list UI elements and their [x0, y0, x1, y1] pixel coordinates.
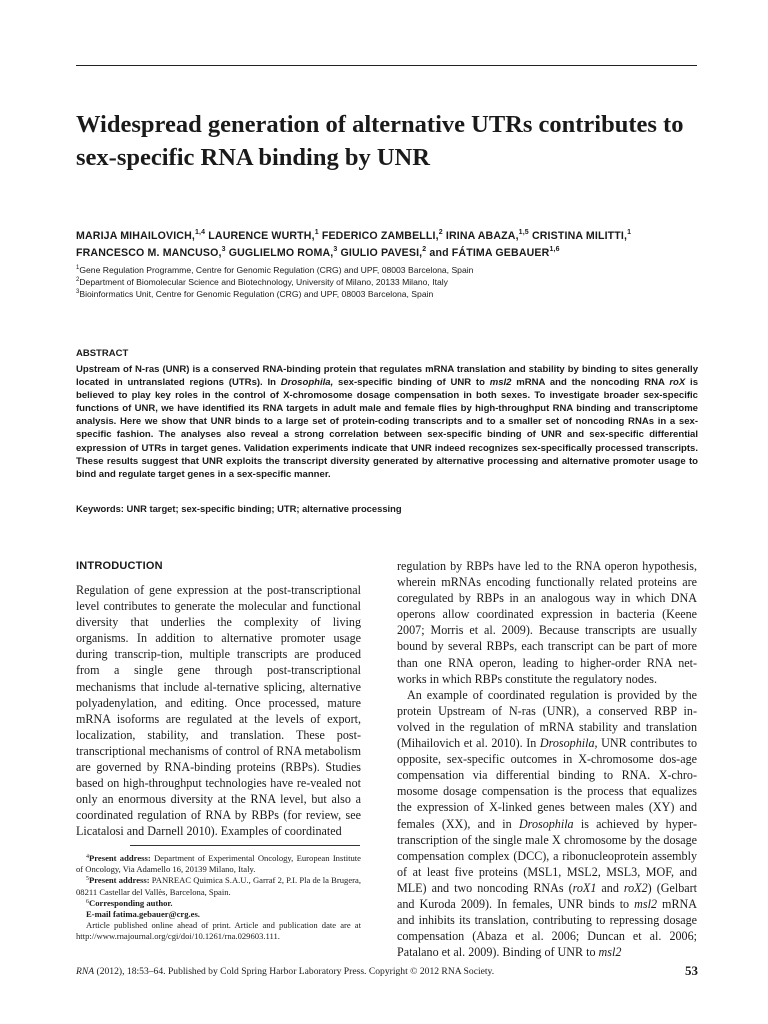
- paragraph-segment: ) (Gelbart and Kuroda 2009). In females, UNR binds to: [397, 880, 698, 911]
- footnote-text: PANREAC Quimica S.A.U., Garraf 2, P.I. Pla de la Brugera, 08211 Castellar del Vallès, Barcelona, Spain.: [76, 875, 361, 897]
- italic-term: roX2: [623, 880, 648, 895]
- affiliation-marker: 2: [76, 277, 80, 283]
- author-name: and FÁTIMA GEBAUER: [429, 247, 550, 259]
- author-affiliation-marker: 1,6: [549, 246, 560, 253]
- paragraph-segment: and: [596, 880, 624, 895]
- italic-term: Drosophila: [518, 816, 574, 831]
- paragraph-segment: is achieved by hyper-transcription of the single male X chromosome by the dosage compensation complex (DCC), a ribonucleoprotein assembly of at least five proteins (MSL1, MSL2, MSL3, MOF, and MLE) and two noncoding RNAs (: [397, 816, 697, 895]
- italic-term: roX1: [572, 880, 597, 895]
- italic-term: msl2: [634, 896, 658, 911]
- author-name: MARIJA MIHAILOVICH,: [76, 230, 195, 242]
- author-name: IRINA ABAZA,: [445, 230, 519, 242]
- author-name: GUGLIELMO ROMA,: [228, 247, 334, 259]
- affiliation-list: [76, 264, 716, 300]
- author-affiliation-marker: 2: [422, 246, 427, 253]
- footnote-label: Corresponding author.: [89, 897, 173, 908]
- footnote-present-address-5: [76, 875, 361, 897]
- keywords-line: [76, 503, 698, 514]
- section-heading-introduction: INTRODUCTION: [76, 560, 163, 572]
- affiliation-item: [76, 264, 716, 276]
- abstract-text: [76, 363, 698, 481]
- affiliation-marker: 1: [76, 265, 80, 271]
- author-affiliation-marker: 1: [314, 229, 319, 236]
- abstract-segment: Upstream of N-ras (UNR) is a conserved RNA-binding protein that regulates mRNA translation and stability by binding to sites generally located in untranslated regions (UTRs). In: [76, 364, 698, 389]
- author-name: LAURENCE WURTH,: [208, 230, 315, 242]
- intro-paragraph: regulation by RBPs have led to the RNA operon hypothesis, wherein mRNAs encoding functionally related proteins are coregulated by RBPs in an analogous way in which DNA operons allow coordinated expression in bacteria (Keene 2007; Morris et al. 2009). Because transcripts are usually bound by several RBPs, each transcript can be part of more than one RNA operon, leading to higher-order RNA net-works in which RBPs constitute the regulatory nodes.: [397, 559, 697, 686]
- abstract-italic: roX: [669, 377, 686, 389]
- paragraph-segment: UNR contributes to opposite, sex-specific outcomes in X-chromosome dos-age compensation via differential binding to RNA. X-chro-mosome dosage compensation is the process that equalizes the expression of X-linked genes between males (XY) and females (XX), and in: [397, 736, 697, 831]
- footnote-marker: 6: [86, 898, 89, 905]
- left-column: [76, 560, 361, 840]
- abstract-italic: msl2: [489, 377, 512, 389]
- author-affiliation-marker: 1,4: [195, 229, 206, 236]
- abstract-segment: sex-specific binding of UNR to: [333, 377, 490, 389]
- author-name: CRISTINA MILITTI,: [531, 230, 628, 242]
- author-affiliation-marker: 3: [221, 246, 226, 253]
- author-list: [76, 228, 716, 262]
- journal-name: RNA: [76, 966, 95, 977]
- footnote-publication-note: Article published online ahead of print. Article and publication date are at http://www.rnajournal.org/cgi/doi/10.1261/rna.029603.111.: [76, 920, 361, 942]
- page-footer: [76, 966, 698, 977]
- italic-term: msl2: [598, 945, 622, 960]
- author-affiliation-marker: 1: [627, 229, 632, 236]
- page-number: 53: [685, 963, 698, 978]
- abstract-heading: ABSTRACT: [76, 348, 129, 359]
- footnotes: [76, 853, 361, 943]
- footnote-rule: [130, 845, 360, 846]
- article-title: Widespread generation of alternative UTRs contributes to sex-specific RNA binding by UNR: [76, 111, 684, 171]
- author-affiliation-marker: 1,5: [518, 229, 529, 236]
- footnote-present-address-4: [76, 853, 361, 875]
- author-affiliation-marker: 3: [333, 246, 338, 253]
- author-name: GIULIO PAVESI,: [340, 247, 423, 259]
- abstract-italic: Drosophila,: [280, 377, 334, 389]
- header-rule: [76, 65, 697, 66]
- abstract-segment: is believed to play key roles in the control of X-chromosome dosage compensation in both sexes. To investigate broader sex-specific functions of UNR, we have identified its RNA targets in adult male and female flies by high-throughput RNA binding and transcriptome analysis. Here we show that UNR binds to a large set of protein-coding transcripts and to a smaller set of noncoding RNAs in a sex-specific fashion. The analyses also reveal a strong correlation between sex-specific binding of UNR and sex-specific differential expression of UTRs in target genes. Validation experiments indicate that UNR indeed recognizes sex-specifically processed transcripts. These results suggest that UNR exploits the transcript diversity generated by alternative processing and alternative promoter usage to bind and regulate target genes in a sex-specific manner.: [76, 377, 698, 480]
- corresponding-email[interactable]: E-mail fatima.gebauer@crg.es.: [86, 909, 200, 920]
- paragraph-segment: mRNA and inhibits its translation, contributing to repressing dosage compensation (Abaza et al. 2006; Duncan et al. 2006; Patalano et al. 2009). Binding of UNR to: [397, 896, 697, 960]
- citation-line: (2012), 18:53–64. Published by Cold Spring Harbor Laboratory Press. Copyright © 2012 RNA Society.: [94, 966, 495, 977]
- intro-paragraph: [397, 687, 697, 961]
- affiliation-item: [76, 276, 716, 288]
- affiliation-marker: 3: [76, 289, 80, 295]
- footnote-text: Department of Experimental Oncology, European Institute of Oncology, Via Adamello 16, 20139 Milano, Italy.: [76, 853, 361, 875]
- footnote-label: Present address:: [89, 853, 151, 863]
- affiliation-text: Bioinformatics Unit, Centre for Genomic Regulation (CRG) and UPF, 08003 Barcelona, Spain: [79, 289, 434, 299]
- affiliation-text: Department of Biomolecular Science and Biotechnology, University of Milano, 20133 Milano, Italy: [79, 277, 448, 287]
- abstract-segment: mRNA and the noncoding RNA: [511, 377, 670, 389]
- footnote-label: Present address:: [89, 875, 150, 886]
- affiliation-text: Gene Regulation Programme, Centre for Genomic Regulation (CRG) and UPF, 08003 Barcelona, Spain: [79, 265, 474, 275]
- keywords-values: UNR target; sex-specific binding; UTR; alternative processing: [126, 503, 402, 514]
- footnote-marker: 4: [86, 854, 89, 860]
- affiliation-item: [76, 288, 716, 300]
- italic-term: Drosophila,: [539, 736, 598, 751]
- footnote-marker: 5: [86, 876, 89, 883]
- footnote-corresponding-author: [76, 898, 361, 909]
- author-affiliation-marker: 2: [438, 229, 443, 236]
- right-column: [397, 558, 697, 960]
- footnote-email: [76, 909, 361, 920]
- keywords-label: Keywords:: [76, 503, 124, 514]
- paragraph-segment: An example of coordinated regulation is provided by the protein Upstream of N-ras (UNR), a conserved RBP in-volved in the regulation of mRNA stability and translation (Mihailovich et al. 2010). In: [397, 687, 697, 751]
- intro-paragraph: Regulation of gene expression at the post-transcriptional level contributes to generate the molecular and functional diversity that underlies the complexity of living organisms. In addition to alternative promoter usage during transcrip-tion, multiple transcripts are produced from a single gene through post-transcriptional mechanisms that include al-ternative splicing, alternative polyadenylation, and editing. Once processed, mature mRNA isoforms are regulated at the levels of export, localization, stability, and translation. These post-transcriptional mechanisms of control of RNA metabolism are governed by RNA-binding proteins (RBPs). Studies based on high-throughput technologies have re-vealed not only an enormous diversity at the RNA level, but also a coordinated regulation of RNA by RBPs (for review, see Licatalosi and Darnell 2010). Examples of coordinated: [76, 583, 361, 839]
- author-name: FRANCESCO M. MANCUSO,: [76, 247, 222, 259]
- author-name: FEDERICO ZAMBELLI,: [321, 230, 439, 242]
